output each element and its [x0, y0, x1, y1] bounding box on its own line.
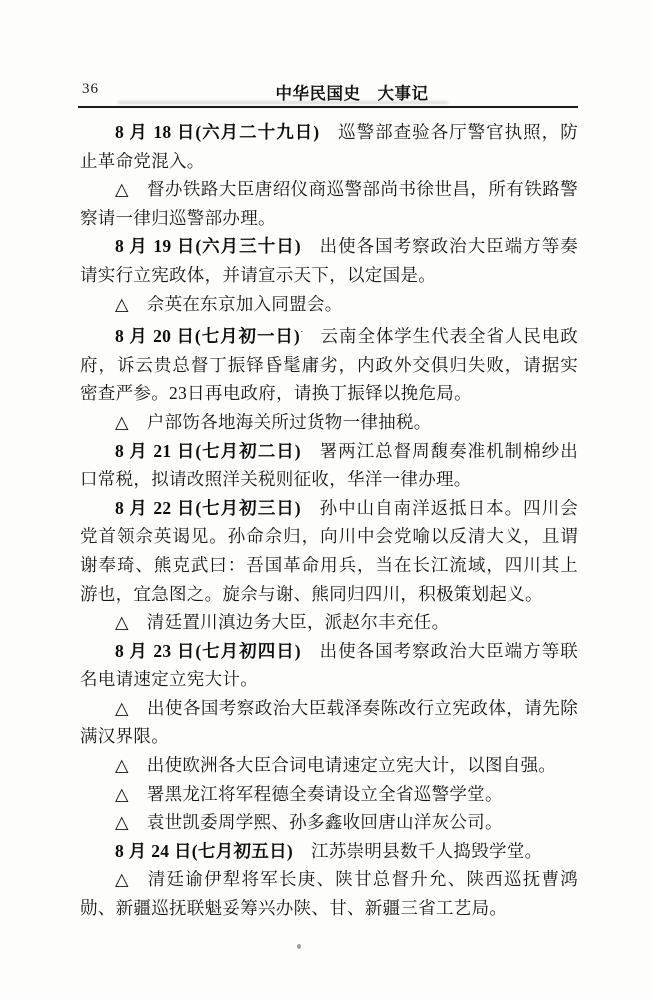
date-label: 8 月 23 日(七月初四日)	[115, 640, 301, 661]
event-text: 袁世凯委周学熙、孙多鑫收回唐山洋灰公司。	[146, 812, 503, 833]
event-paragraph	[80, 437, 578, 494]
triangle-marker: △	[115, 179, 129, 200]
event-text: 出使各国考察政治大臣载泽奏陈改行立宪政体，请先除满汉界限。	[80, 697, 578, 747]
triangle-marker: △	[115, 812, 129, 833]
event-paragraph	[80, 408, 578, 437]
date-label: 8 月 20 日(七月初一日)	[115, 326, 300, 347]
event-text: 署黑龙江将军程德全奏请设立全省巡警学堂。	[146, 783, 503, 804]
date-label: 8 月 21 日(七月初二日)	[115, 440, 301, 461]
event-paragraph	[80, 837, 578, 866]
event-text: 佘英在东京加入同盟会。	[146, 293, 343, 314]
event-paragraph	[80, 175, 578, 232]
running-head	[80, 80, 578, 102]
event-paragraph	[80, 751, 578, 780]
date-label: 8 月 22 日(七月初三日)	[115, 497, 301, 518]
event-paragraph	[80, 318, 578, 408]
scan-artifact-dot	[297, 944, 301, 949]
scan-tick-mark: ·	[299, 326, 304, 339]
event-paragraph	[80, 290, 578, 319]
event-text: 出使欧洲各大臣合词电请速定立宪大计，以图自强。	[146, 755, 557, 776]
event-text: 清廷置川滇边务大臣，派赵尔丰充任。	[146, 612, 450, 633]
event-paragraph	[80, 232, 578, 289]
running-title: 中华民国史 大事记	[275, 84, 429, 103]
triangle-marker: △	[115, 697, 129, 718]
event-text: 巡警部查验各厅警官执照，防止革命党混入。	[80, 122, 578, 171]
triangle-marker: △	[115, 411, 129, 432]
event-text: 督办铁路大臣唐绍仪商巡警部尚书徐世昌，所有铁路警察请一律归巡警部办理。	[80, 179, 578, 228]
event-paragraph	[80, 694, 578, 751]
triangle-marker: △	[115, 755, 129, 776]
page-number: 36	[82, 81, 99, 97]
date-label: 8 月 24 日(七月初五日)	[115, 840, 294, 861]
event-text: 孙中山自南洋返抵日本。四川会党首领佘英谒见。孙命佘归，向川中会党喻以反清大义，且谓谢奉琦、熊克武曰：吾国革命用兵，当在长江流域，四川其上游也，宜急图之。旋佘与谢、熊同归四川，积极策划起义。	[80, 497, 579, 604]
event-paragraph	[80, 637, 578, 694]
triangle-marker: △	[115, 869, 130, 890]
event-paragraph	[80, 808, 578, 837]
header-rule	[78, 106, 578, 108]
triangle-marker: △	[115, 783, 129, 804]
triangle-marker: △	[115, 612, 129, 633]
date-label: 8 月 19 日(六月三十日)	[115, 236, 301, 257]
event-paragraph	[80, 118, 578, 175]
date-label: 8 月 18 日(六月二十九日)	[115, 122, 320, 142]
event-paragraph	[80, 608, 578, 637]
event-paragraph	[80, 494, 578, 608]
event-text: 出使各国考察政治大臣端方等联名电请速定立宪大计。	[80, 640, 579, 690]
event-text: 云南全体学生代表全省人民电政府，诉云贵总督丁振铎昏髦庸劣，内政外交俱归失败，请据实密查严参。23日再电政府，请换丁振铎以挽危局。	[80, 326, 578, 404]
event-text: 户部饬各地海关所过货物一律抽税。	[146, 411, 432, 432]
event-paragraph	[80, 780, 578, 809]
event-text: 清廷谕伊犁将军长庚、陕甘总督升允、陕西巡抚曹鸿勋、新疆巡抚联魁妥筹兴办陕、甘、新疆三省工艺局。	[80, 869, 578, 919]
chronicle-text	[80, 118, 578, 923]
event-paragraph	[80, 865, 578, 922]
triangle-marker: △	[115, 293, 129, 314]
event-text: 出使各国考察政治大臣端方等奏请实行立宪政体，并请宣示天下，以定国是。	[80, 236, 579, 285]
event-text: 署两江总督周馥奏准机制棉纱出口常税，拟请改照洋关税则征收，华洋一律办理。	[80, 440, 579, 490]
event-text: 江苏崇明县数千人捣毁学堂。	[311, 840, 543, 861]
